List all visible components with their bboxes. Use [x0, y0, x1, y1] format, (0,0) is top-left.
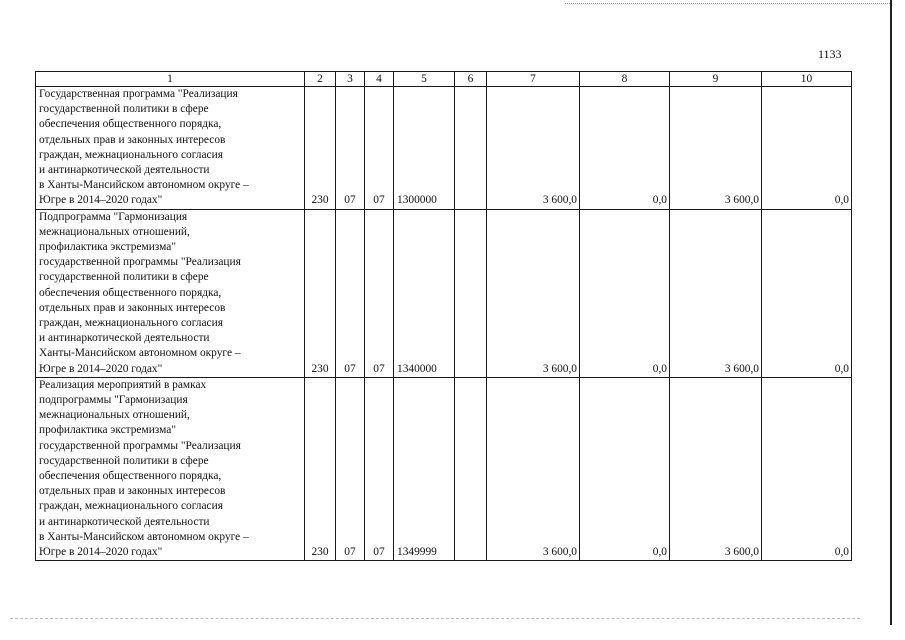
budget-table	[35, 71, 852, 561]
amount-col9: 3 600,0	[670, 87, 762, 210]
amount-total: 3 600,0	[487, 377, 580, 560]
section-code: 07	[336, 209, 365, 377]
amount-col9: 3 600,0	[670, 209, 762, 377]
page-number: 1133	[818, 47, 842, 61]
scan-edge	[890, 0, 892, 625]
table-row	[36, 377, 852, 560]
target-code: 1349999	[394, 377, 455, 560]
column-header: 8	[580, 72, 670, 87]
amount-col8: 0,0	[580, 377, 670, 560]
table-row	[36, 209, 852, 377]
target-code: 1340000	[394, 209, 455, 377]
scan-bottom-noise	[10, 618, 860, 620]
amount-col9: 3 600,0	[670, 377, 762, 560]
column-header: 5	[394, 72, 455, 87]
column-header: 2	[305, 72, 336, 87]
column-header: 9	[670, 72, 762, 87]
subsection-code: 07	[365, 377, 394, 560]
target-code: 1300000	[394, 87, 455, 210]
amount-col10: 0,0	[762, 209, 852, 377]
admin-code: 230	[305, 87, 336, 210]
column-header: 4	[365, 72, 394, 87]
column-header: 6	[455, 72, 487, 87]
amount-col10: 0,0	[762, 377, 852, 560]
column-header: 7	[487, 72, 580, 87]
section-code: 07	[336, 377, 365, 560]
expense-type	[455, 377, 487, 560]
amount-total: 3 600,0	[487, 209, 580, 377]
amount-col10: 0,0	[762, 87, 852, 210]
amount-total: 3 600,0	[487, 87, 580, 210]
column-header: 3	[336, 72, 365, 87]
subsection-code: 07	[365, 87, 394, 210]
section-code: 07	[336, 87, 365, 210]
admin-code: 230	[305, 209, 336, 377]
table-row	[36, 87, 852, 210]
admin-code: 230	[305, 377, 336, 560]
scan-top-noise	[565, 3, 890, 5]
amount-col8: 0,0	[580, 209, 670, 377]
row-name: Государственная программа "Реализация государственной политики в сфере обеспечения общественного порядка, отдельных прав и законных интересов граждан, межнационального согласия и антинаркотической деятельности в Ханты-Мансийском автономном округе – Югре в 2014–2020 годах"	[36, 87, 305, 210]
amount-col8: 0,0	[580, 87, 670, 210]
subsection-code: 07	[365, 209, 394, 377]
row-name: Подпрограмма "Гармонизация межнациональных отношений, профилактика экстремизма" государственной программы "Реализация государственной политики в сфере обеспечения общественного порядка, отдельных прав и законных интересов граждан, межнационального согласия и антинаркотической деятельности Ханты-Мансийском автономном округе – Югре в 2014–2020 годах"	[36, 209, 305, 377]
column-header: 1	[36, 72, 305, 87]
header-row	[36, 72, 852, 87]
row-name: Реализация мероприятий в рамках подпрограммы "Гармонизация межнациональных отношений, профилактика экстремизма" государственной программы "Реализация государственной политики в сфере обеспечения общественного порядка, отдельных прав и законных интересов граждан, межнационального согласия и антинаркотической деятельности в Ханты-Мансийском автономном округе – Югре в 2014–2020 годах"	[36, 377, 305, 560]
column-header: 10	[762, 72, 852, 87]
expense-type	[455, 87, 487, 210]
expense-type	[455, 209, 487, 377]
